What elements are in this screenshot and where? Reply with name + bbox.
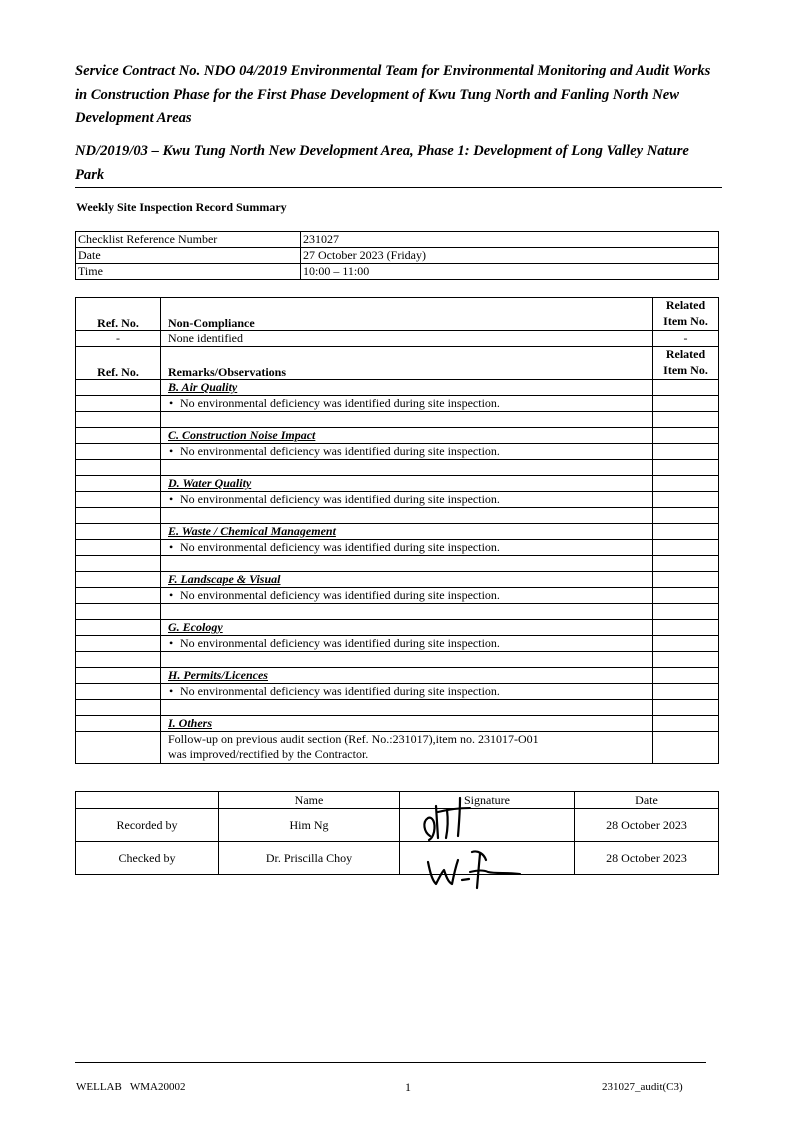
- checklist-value: 231027: [301, 232, 719, 248]
- time-label: Time: [76, 264, 301, 280]
- project-subtitle: ND/2019/03 – Kwu Tung North New Development Area, Phase 1: Development of Long Valley Nature Park: [75, 143, 689, 183]
- spacer-row: [76, 556, 719, 572]
- signature-header: Signature: [400, 792, 575, 809]
- footer-document-ref: 231027_audit(C3): [602, 1081, 683, 1093]
- checker-signature-cell: [400, 842, 575, 875]
- spacer-row: [76, 652, 719, 668]
- related-label: Related: [665, 298, 706, 312]
- time-value: 10:00 – 11:00: [301, 264, 719, 280]
- item-no-label: Item No.: [663, 362, 708, 377]
- remark-row: [76, 588, 719, 604]
- section-title: Weekly Site Inspection Record Summary: [76, 200, 287, 214]
- others-remark-row: [76, 732, 719, 764]
- nc-item-cell: -: [653, 331, 719, 347]
- remark-row: [76, 540, 719, 556]
- category-row: [76, 668, 719, 684]
- category-row: [76, 620, 719, 636]
- related-label: Related: [665, 347, 706, 361]
- remark-text: No environmental deficiency was identified during site inspection.: [180, 396, 500, 410]
- info-row-date: [76, 248, 719, 264]
- category-row: [76, 428, 719, 444]
- recorded-date: 28 October 2023: [575, 809, 719, 842]
- remark-row: [76, 636, 719, 652]
- noncompliance-header: Non-Compliance: [161, 298, 653, 331]
- remarks-header-row: [76, 347, 719, 380]
- inspection-info-table: [75, 231, 719, 280]
- bullet-icon: •: [169, 540, 174, 554]
- category-row: [76, 476, 719, 492]
- spacer-row: [76, 508, 719, 524]
- recorder-signature-cell: [400, 809, 575, 842]
- related-item-header-2: [653, 347, 719, 380]
- nc-ref-cell: -: [76, 331, 161, 347]
- footer-company-ref: WELLAB WMA20002: [76, 1081, 186, 1093]
- spacer-row: [76, 604, 719, 620]
- remark-text: No environmental deficiency was identified during site inspection.: [180, 540, 500, 554]
- related-item-header: [653, 298, 719, 331]
- bullet-icon: •: [169, 396, 174, 410]
- nc-text-cell: None identified: [161, 331, 653, 347]
- ref-no-header: Ref. No.: [76, 298, 161, 331]
- recorder-name: Him Ng: [219, 809, 400, 842]
- page-number: 1: [405, 1080, 411, 1094]
- category-title: E. Waste / Chemical Management: [168, 524, 336, 538]
- category-title: F. Landscape & Visual: [168, 572, 281, 586]
- checked-date: 28 October 2023: [575, 842, 719, 875]
- remark-row: [76, 444, 719, 460]
- checked-by-row: [76, 842, 719, 875]
- remark-text: No environmental deficiency was identified during site inspection.: [180, 684, 500, 698]
- observations-table: [75, 297, 719, 764]
- bullet-icon: •: [169, 492, 174, 506]
- signoff-table: [75, 791, 719, 875]
- others-remark-line-2: was improved/rectified by the Contractor.: [168, 747, 369, 761]
- category-row: [76, 572, 719, 588]
- noncompliance-row: [76, 331, 719, 347]
- remark-text: No environmental deficiency was identified during site inspection.: [180, 492, 500, 506]
- checklist-label: Checklist Reference Number: [76, 232, 301, 248]
- spacer-row: [76, 700, 719, 716]
- remark-text: No environmental deficiency was identified during site inspection.: [180, 588, 500, 602]
- category-title: I. Others: [168, 716, 213, 730]
- bullet-icon: •: [169, 444, 174, 458]
- category-row: [76, 380, 719, 396]
- category-title: B. Air Quality: [168, 380, 238, 394]
- category-title: D. Water Quality: [168, 476, 252, 490]
- category-row: [76, 524, 719, 540]
- bullet-icon: •: [169, 636, 174, 650]
- category-title: G. Ecology: [168, 620, 223, 634]
- checker-name: Dr. Priscilla Choy: [219, 842, 400, 875]
- remark-text: No environmental deficiency was identified during site inspection.: [180, 444, 500, 458]
- name-header: Name: [219, 792, 400, 809]
- info-row-checklist: [76, 232, 719, 248]
- recorded-by-row: [76, 809, 719, 842]
- signoff-header-row: [76, 792, 719, 809]
- noncompliance-header-row: [76, 298, 719, 331]
- contract-title: Service Contract No. NDO 04/2019 Environmental Team for Environmental Monitoring and Audit Works in Construction Phase for the First Phase Development of Kwu Tung North and Fanling North New Development Areas: [75, 63, 711, 126]
- bullet-icon: •: [169, 588, 174, 602]
- footer-divider: [75, 1062, 706, 1063]
- category-title: C. Construction Noise Impact: [168, 428, 316, 442]
- date-header: Date: [575, 792, 719, 809]
- others-remark-line-1: Follow-up on previous audit section (Ref. No.:231017),item no. 231017-O01: [168, 732, 539, 746]
- remarks-header: Remarks/Observations: [161, 347, 653, 380]
- remark-row: [76, 684, 719, 700]
- date-label: Date: [76, 248, 301, 264]
- remark-row: [76, 396, 719, 412]
- spacer-row: [76, 460, 719, 476]
- spacer-row: [76, 412, 719, 428]
- category-row: [76, 716, 719, 732]
- remark-text: No environmental deficiency was identified during site inspection.: [180, 636, 500, 650]
- info-row-time: [76, 264, 719, 280]
- header-divider: [75, 187, 722, 188]
- category-title: H. Permits/Licences: [168, 668, 268, 682]
- recorded-by-label: Recorded by: [76, 809, 219, 842]
- ref-no-header-2: Ref. No.: [76, 347, 161, 380]
- bullet-icon: •: [169, 684, 174, 698]
- item-no-label: Item No.: [663, 313, 708, 328]
- checked-by-label: Checked by: [76, 842, 219, 875]
- remark-row: [76, 492, 719, 508]
- date-value: 27 October 2023 (Friday): [301, 248, 719, 264]
